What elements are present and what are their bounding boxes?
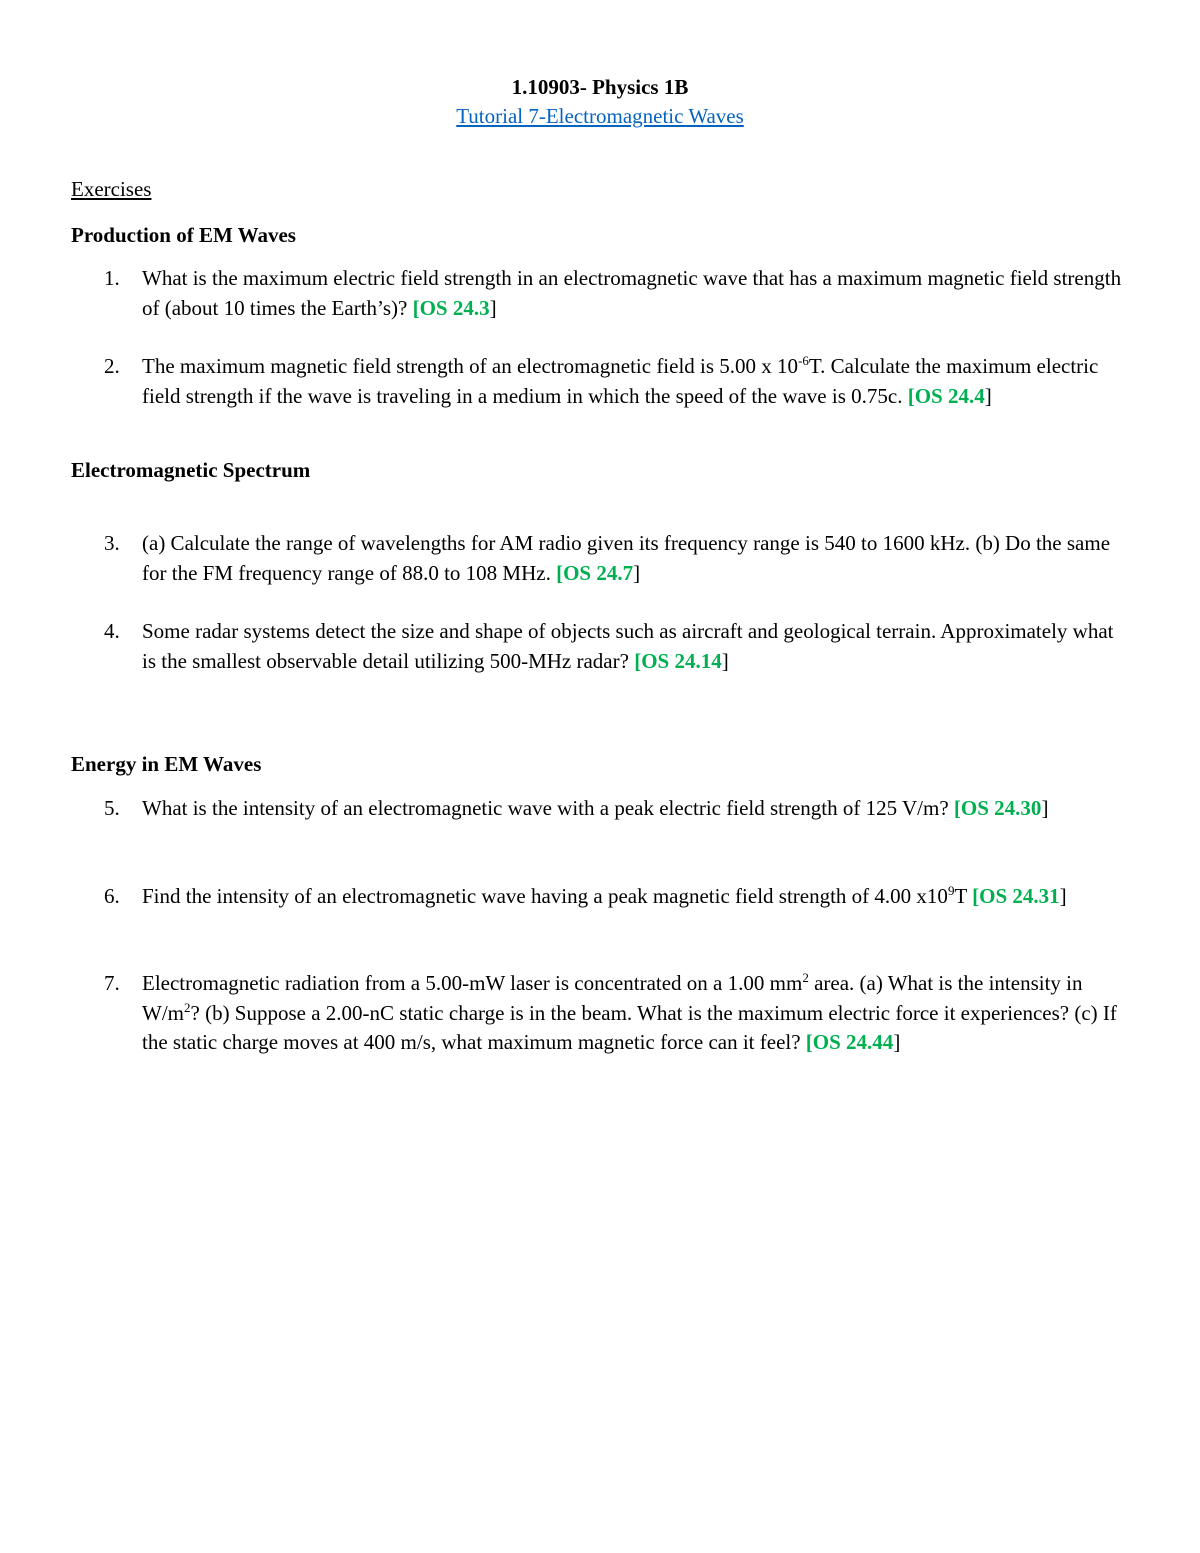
exercise-text: What is the intensity of an electromagnetic wave with a peak electric field strength of 125 V/m? [OS 24.30]	[142, 796, 1049, 820]
os-reference: [OS 24.3]	[412, 295, 497, 320]
os-reference: [OS 24.30]	[953, 796, 1049, 820]
exercise-2	[104, 352, 1124, 411]
section-heading-spectrum: Electromagnetic Spectrum	[71, 458, 311, 482]
os-reference: [OS 24.14]	[634, 648, 729, 673]
os-reference: [OS 24.44]	[805, 1030, 901, 1054]
section-heading-production: Production of EM Waves	[71, 223, 296, 247]
exercise-6	[104, 882, 1124, 912]
exercise-number: 1.	[104, 266, 120, 290]
exercise-1	[104, 264, 1124, 323]
exercise-7	[104, 969, 1124, 1058]
exercise-number: 4.	[104, 619, 120, 643]
exercise-number: 5.	[104, 796, 120, 820]
tutorial-title-link[interactable]: Tutorial 7-Electromagnetic Waves	[456, 104, 744, 128]
exercise-text: Find the intensity of an electromagnetic wave having a peak magnetic field strength of 4.00 $x10^9T$ [OS 24.31]	[142, 883, 1067, 908]
section-heading-energy: Energy in EM Waves	[71, 752, 262, 776]
exercise-number: 6.	[104, 884, 120, 908]
exercises-label: Exercises	[71, 177, 152, 201]
os-reference: [OS 24.4]	[907, 383, 992, 408]
exercise-3	[104, 529, 1124, 588]
exercise-text: The maximum magnetic field strength of an electromagnetic field is 5.00 x $10^{-6}T$. Calculate the maximum electric field strength if the wave is traveling in a medium in which the speed of the wave is 0.75c. [OS 24.4]	[142, 353, 1099, 408]
exercise-text: Some radar systems detect the size and shape of objects such as aircraft and geological terrain. Approximately what is the smallest observable detail utilizing 500-MHz radar? [OS 24.14]	[142, 619, 1114, 673]
os-reference: [OS 24.7]	[556, 560, 641, 585]
os-reference: [OS 24.31]	[972, 884, 1067, 908]
exercise-text: Electromagnetic radiation from a 5.00-mW laser is concentrated on a 1.00 $mm^2$ area. (a) What is the intensity in $W/m^2$? (b) Suppose a 2.00-nC static charge is in the beam. What is the maximum electric force it experiences? (c) If the static charge moves at 400 m/s, what maximum magnetic force can it feel? [OS 24.44]	[142, 970, 1117, 1054]
exercise-4	[104, 617, 1124, 676]
exercise-text: What is the maximum electric field strength in an electromagnetic wave that has a maximum magnetic field strength of (about 10 times the Earth’s)? [OS 24.3]	[142, 266, 1122, 320]
exercise-5	[104, 794, 1124, 824]
exercise-text: (a) Calculate the range of wavelengths for AM radio given its frequency range is 540 to 1600 kHz. (b) Do the same for the FM frequency range of 88.0 to 108 MHz. [OS 24.7]	[142, 531, 1111, 585]
exercise-number: 2.	[104, 354, 120, 378]
course-title: 1.10903- Physics 1B	[511, 75, 689, 99]
exercise-number: 3.	[104, 531, 120, 555]
exercise-number: 7.	[104, 971, 120, 995]
